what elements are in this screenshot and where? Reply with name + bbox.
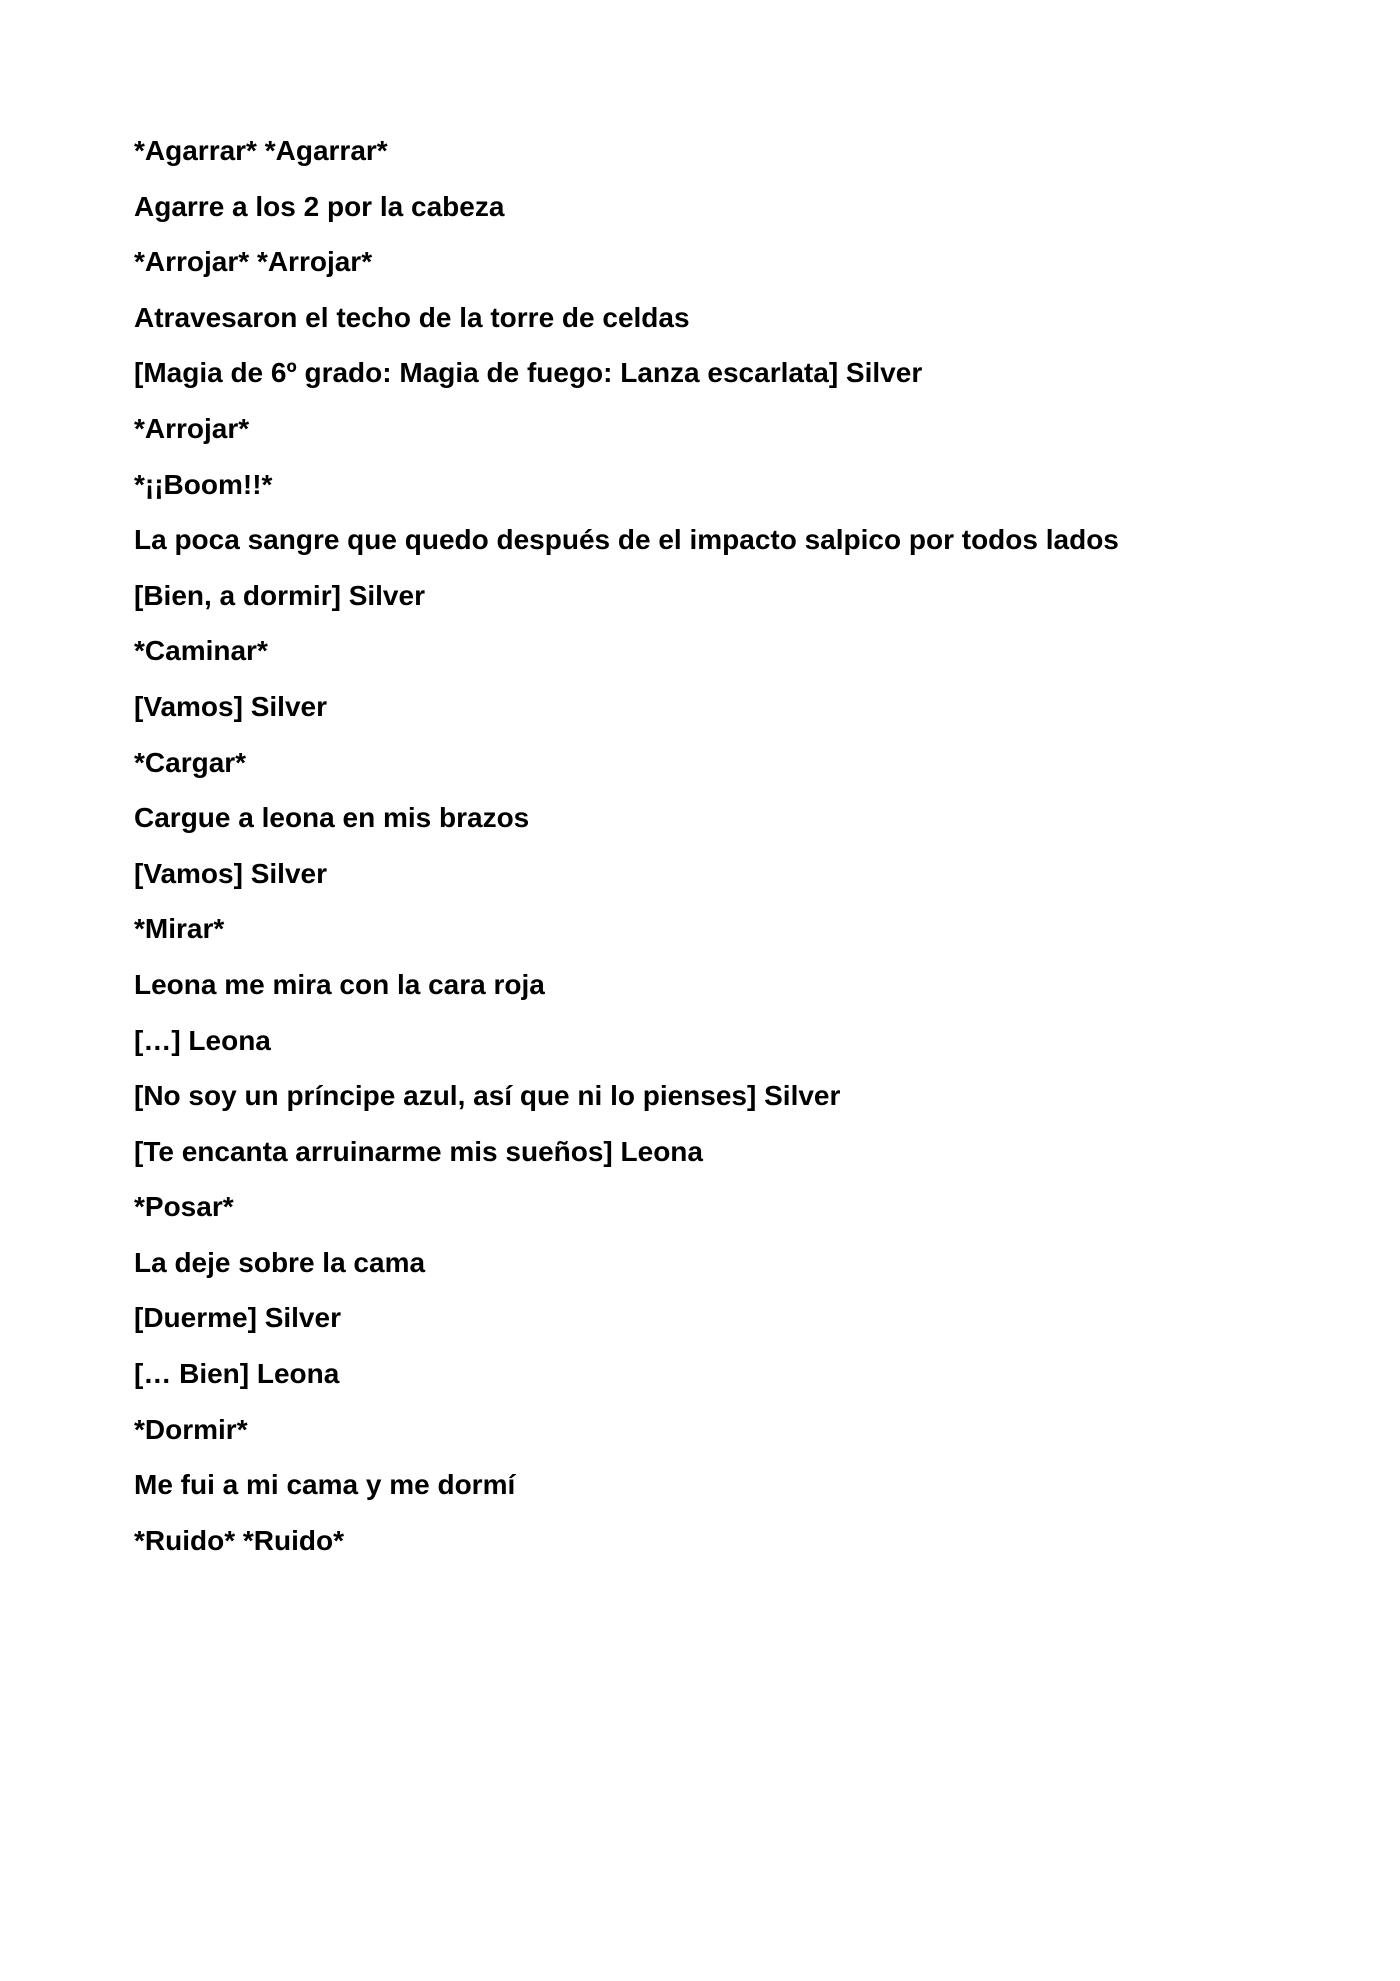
text-line: *Arrojar* <box>134 412 250 444</box>
text-line: [… Bien] Leona <box>134 1358 340 1390</box>
text-line: [Bien, a dormir] Silver <box>134 579 425 611</box>
text-line: [No soy un príncipe azul, así que ni lo pienses] Silver <box>134 1080 841 1112</box>
text-line: *Dormir* <box>134 1413 248 1445</box>
text-line: Agarre a los 2 por la cabeza <box>134 190 505 222</box>
text-line: Cargue a leona en mis brazos <box>134 802 530 834</box>
text-line: La poca sangre que quedo después de el impacto salpico por todos lados <box>134 524 1119 556</box>
text-line: *Arrojar* *Arrojar* <box>134 246 373 278</box>
text-line: [Te encanta arruinarme mis sueños] Leona <box>134 1135 703 1167</box>
text-line: Leona me mira con la cara roja <box>134 968 545 1000</box>
text-line: *Mirar* <box>134 913 225 945</box>
document-text <box>134 126 1284 1571</box>
text-line: Me fui a mi cama y me dormí <box>134 1469 516 1501</box>
text-line: [Duerme] Silver <box>134 1302 341 1334</box>
text-line: [Magia de 6º grado: Magia de fuego: Lanza escarlata] Silver <box>134 357 923 389</box>
text-line: *Posar* <box>134 1191 234 1223</box>
text-line: Atravesaron el techo de la torre de celdas <box>134 301 690 333</box>
text-line: *Agarrar* *Agarrar* <box>134 135 388 166</box>
text-line: […] Leona <box>134 1024 271 1056</box>
text-line: La deje sobre la cama <box>134 1246 426 1278</box>
text-line: *Cargar* <box>134 746 247 778</box>
text-line: *¡¡Boom!!* <box>134 468 273 500</box>
text-line: *Caminar* <box>134 635 268 667</box>
text-line: [Vamos] Silver <box>134 690 327 722</box>
text-line: [Vamos] Silver <box>134 857 327 889</box>
text-line: *Ruido* *Ruido* <box>134 1524 344 1556</box>
